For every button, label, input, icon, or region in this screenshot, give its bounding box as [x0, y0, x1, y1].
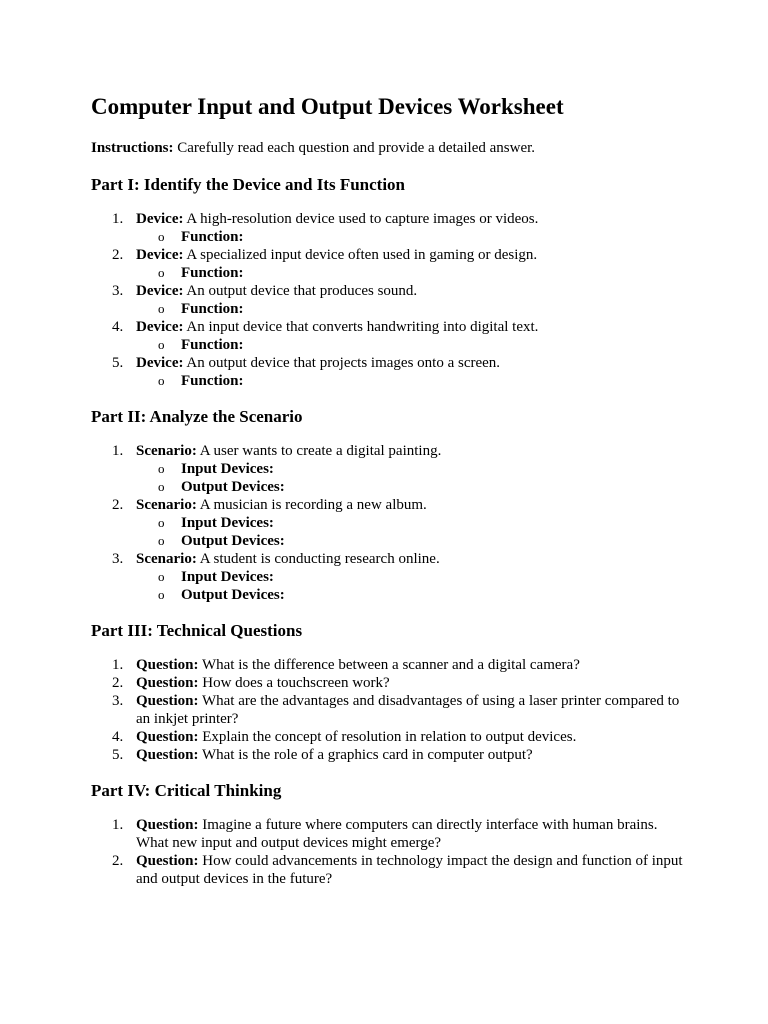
list-item — [91, 746, 691, 764]
item-label: Question: — [136, 693, 199, 709]
bullet-icon: o — [158, 587, 165, 602]
instructions — [91, 139, 691, 157]
input-devices-label: Input Devices: — [181, 461, 274, 477]
item-number: 2. — [112, 853, 124, 869]
item-label: Device: — [136, 355, 184, 371]
list-item — [91, 282, 691, 318]
output-devices-label: Output Devices: — [181, 587, 285, 603]
item-text: How could advancements in technology impact the design and function of input and output devices in the future? — [136, 853, 683, 887]
item-text: An input device that converts handwriting into digital text. — [183, 319, 539, 335]
item-text: A high-resolution device used to capture images or videos. — [183, 211, 539, 227]
worksheet-page — [91, 92, 691, 888]
item-text: An output device that produces sound. — [183, 283, 418, 299]
item-number: 3. — [112, 551, 124, 567]
sub-item — [91, 568, 691, 586]
sub-item — [91, 460, 691, 478]
list-item — [91, 656, 691, 674]
item-text: A student is conducting research online. — [196, 551, 440, 567]
bullet-icon: o — [158, 461, 165, 476]
function-label: Function: — [181, 229, 244, 245]
item-text: What is the role of a graphics card in computer output? — [198, 747, 533, 763]
list-item — [91, 692, 691, 728]
part4-heading: Part IV: Critical Thinking — [91, 781, 282, 800]
item-label: Question: — [136, 675, 199, 691]
list-item — [91, 442, 691, 496]
part2-heading: Part II: Analyze the Scenario — [91, 407, 303, 426]
part3-heading: Part III: Technical Questions — [91, 621, 303, 640]
item-number: 2. — [112, 497, 124, 513]
item-text: Explain the concept of resolution in relation to output devices. — [198, 729, 577, 745]
instructions-label: Instructions: — [91, 140, 174, 156]
item-number: 1. — [112, 211, 124, 227]
sub-item — [91, 478, 691, 496]
bullet-icon: o — [158, 337, 165, 352]
list-item — [91, 496, 691, 550]
sub-item — [91, 372, 691, 390]
item-text: A user wants to create a digital painting. — [196, 443, 442, 459]
part4-list — [91, 816, 691, 888]
item-text: An output device that projects images onto a screen. — [183, 355, 501, 371]
list-item — [91, 728, 691, 746]
sub-item — [91, 264, 691, 282]
item-label: Question: — [136, 729, 199, 745]
part3-list — [91, 656, 691, 764]
item-label: Scenario: — [136, 443, 197, 459]
list-item — [91, 816, 691, 852]
item-label: Scenario: — [136, 497, 197, 513]
list-item — [91, 246, 691, 282]
item-label: Device: — [136, 247, 184, 263]
sub-item — [91, 532, 691, 550]
item-label: Question: — [136, 657, 199, 673]
item-text: A specialized input device often used in gaming or design. — [183, 247, 538, 263]
item-label: Question: — [136, 853, 199, 869]
sub-item — [91, 586, 691, 604]
bullet-icon: o — [158, 373, 165, 388]
bullet-icon: o — [158, 515, 165, 530]
instructions-text: Carefully read each question and provide a detailed answer. — [173, 140, 536, 156]
list-item — [91, 318, 691, 354]
function-label: Function: — [181, 373, 244, 389]
item-label: Device: — [136, 211, 184, 227]
item-number: 5. — [112, 747, 124, 763]
list-item — [91, 210, 691, 246]
item-label: Device: — [136, 283, 184, 299]
output-devices-label: Output Devices: — [181, 533, 285, 549]
part1-list — [91, 210, 691, 390]
sub-item — [91, 514, 691, 532]
item-text: A musician is recording a new album. — [196, 497, 427, 513]
item-label: Device: — [136, 319, 184, 335]
item-number: 2. — [112, 675, 124, 691]
item-label: Question: — [136, 817, 199, 833]
bullet-icon: o — [158, 569, 165, 584]
output-devices-label: Output Devices: — [181, 479, 285, 495]
item-number: 4. — [112, 319, 124, 335]
item-text: How does a touchscreen work? — [198, 675, 390, 691]
list-item — [91, 852, 691, 888]
part2-list — [91, 442, 691, 604]
item-label: Scenario: — [136, 551, 197, 567]
item-number: 5. — [112, 355, 124, 371]
item-text: What are the advantages and disadvantages of using a laser printer compared to an inkjet printer? — [136, 693, 680, 727]
function-label: Function: — [181, 265, 244, 281]
bullet-icon: o — [158, 533, 165, 548]
item-number: 2. — [112, 247, 124, 263]
item-number: 1. — [112, 443, 124, 459]
sub-item — [91, 336, 691, 354]
list-item — [91, 674, 691, 692]
bullet-icon: o — [158, 479, 165, 494]
input-devices-label: Input Devices: — [181, 569, 274, 585]
list-item — [91, 550, 691, 604]
page-title: Computer Input and Output Devices Worksheet — [91, 94, 564, 119]
bullet-icon: o — [158, 301, 165, 316]
list-item — [91, 354, 691, 390]
item-number: 1. — [112, 657, 124, 673]
item-text: Imagine a future where computers can directly interface with human brains. What new input and output devices might emerge? — [136, 817, 658, 851]
item-number: 3. — [112, 283, 124, 299]
item-text: What is the difference between a scanner and a digital camera? — [198, 657, 580, 673]
part1-heading: Part I: Identify the Device and Its Function — [91, 175, 406, 194]
input-devices-label: Input Devices: — [181, 515, 274, 531]
item-number: 4. — [112, 729, 124, 745]
sub-item — [91, 228, 691, 246]
function-label: Function: — [181, 301, 244, 317]
function-label: Function: — [181, 337, 244, 353]
item-number: 3. — [112, 693, 124, 709]
item-label: Question: — [136, 747, 199, 763]
bullet-icon: o — [158, 229, 165, 244]
bullet-icon: o — [158, 265, 165, 280]
item-number: 1. — [112, 817, 124, 833]
sub-item — [91, 300, 691, 318]
